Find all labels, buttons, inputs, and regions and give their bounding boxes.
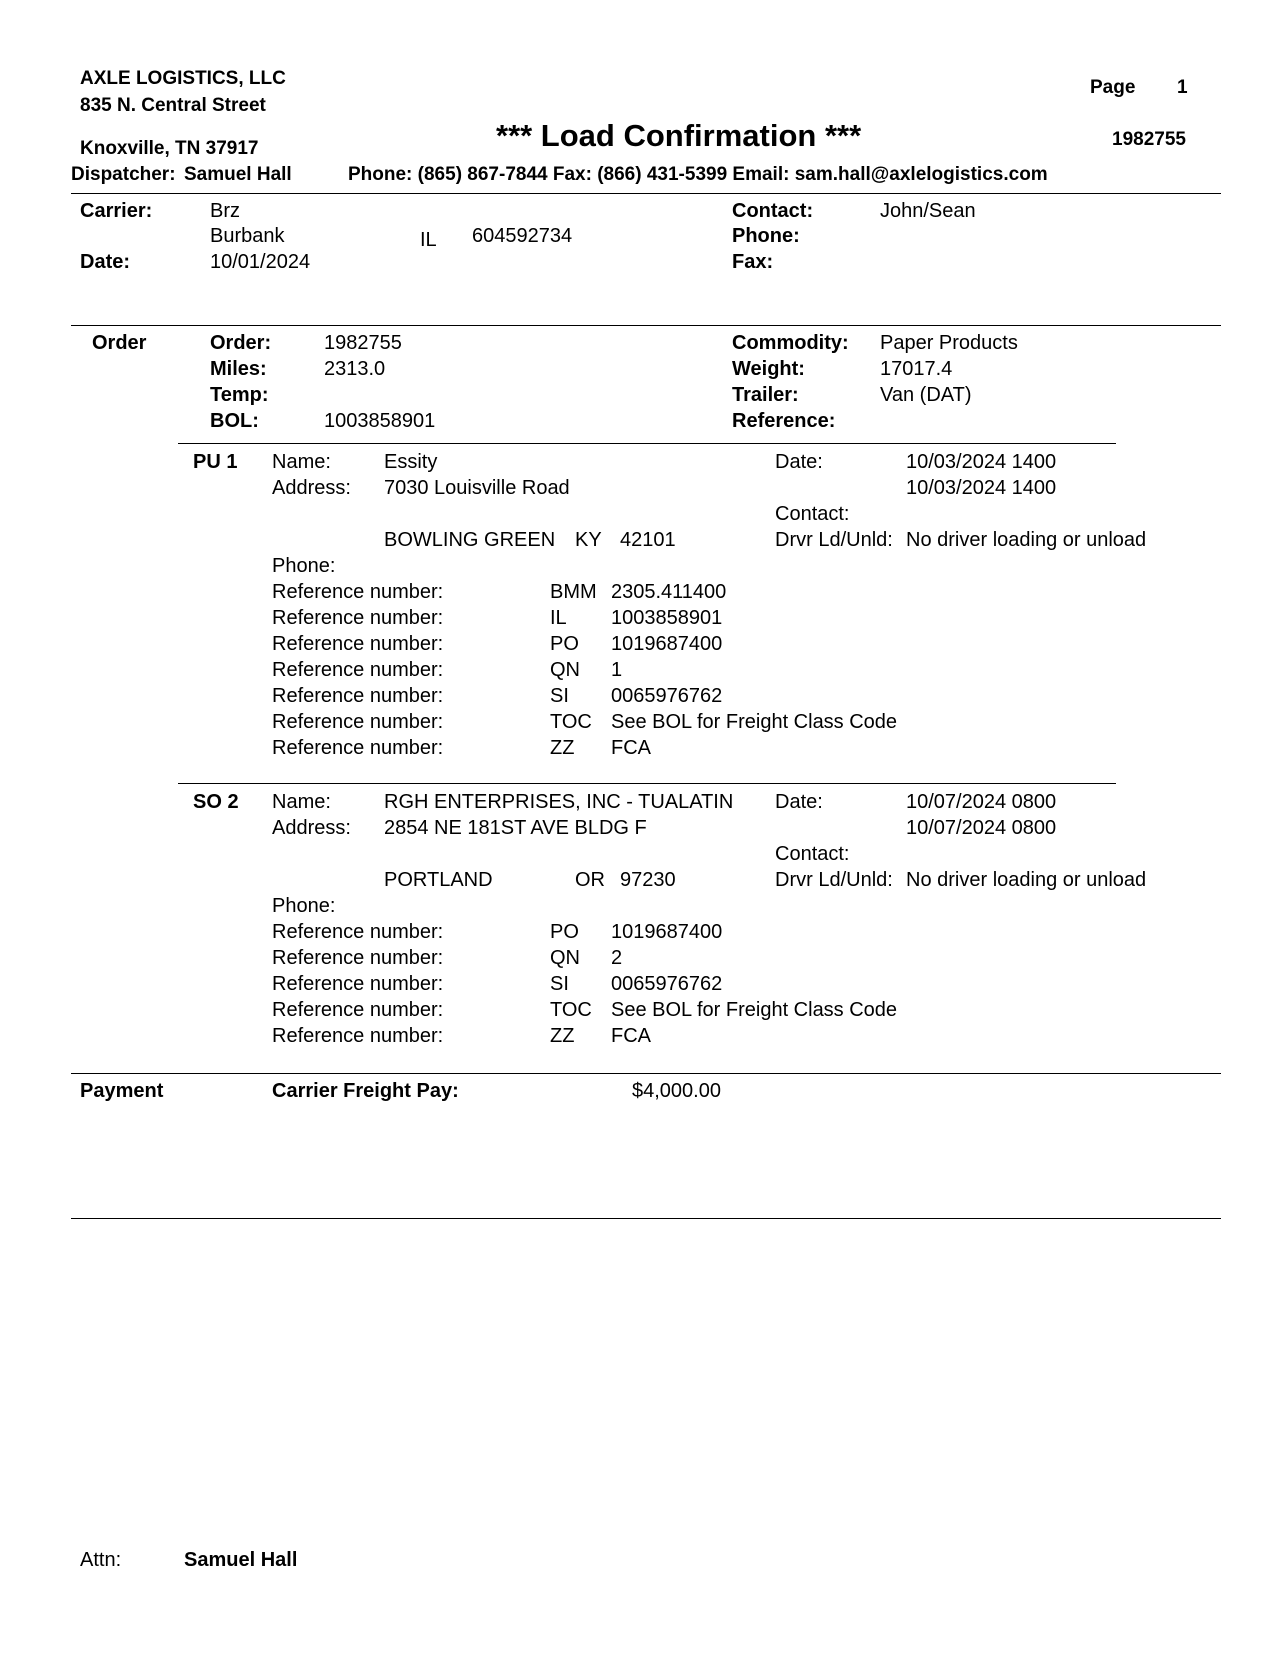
stop-name: Essity (384, 451, 438, 473)
carrier-name: Brz (210, 200, 240, 222)
miles-value: 2313.0 (324, 358, 386, 380)
dispatcher-label: Dispatcher: (71, 164, 176, 185)
page-label: Page (1090, 77, 1136, 98)
ref-value: 1003858901 (611, 607, 723, 629)
carrier-divider (71, 325, 1221, 326)
stop-divider (178, 783, 1116, 784)
carrier-contact: John/Sean (880, 200, 976, 222)
carrier-phone-label: Phone: (732, 225, 800, 247)
ref-label: Reference number: (272, 1025, 444, 1047)
ref-value: 2 (611, 947, 623, 969)
weight-label: Weight: (732, 358, 805, 380)
ref-label: Reference number: (272, 685, 444, 707)
stop-drvr-value: No driver loading or unload (906, 869, 1147, 891)
ref-label: Reference number: (272, 947, 444, 969)
company-city: Knoxville, TN 37917 (80, 138, 259, 159)
stop-date-end: 10/07/2024 0800 (906, 817, 1057, 839)
ref-type: PO (550, 633, 579, 655)
attn-label: Attn: (80, 1549, 122, 1571)
ref-label: Reference number: (272, 607, 444, 629)
carrier-date: 10/01/2024 (210, 251, 311, 273)
stop-date-start: 10/07/2024 0800 (906, 791, 1057, 813)
stop-code: SO 2 (193, 791, 239, 813)
stop-date-start: 10/03/2024 1400 (906, 451, 1057, 473)
company-street: 835 N. Central Street (80, 95, 266, 116)
carrier-contact-label: Contact: (732, 200, 814, 222)
miles-label: Miles: (210, 358, 267, 380)
dispatcher-name: Samuel Hall (184, 164, 292, 185)
stop-contact-label: Contact: (775, 843, 850, 865)
company-name: AXLE LOGISTICS, LLC (80, 68, 286, 89)
stop-state: KY (575, 529, 602, 551)
stop-address: 2854 NE 181ST AVE BLDG F (384, 817, 647, 839)
ref-value: 1 (611, 659, 623, 681)
payment-bottom-divider (71, 1218, 1221, 1219)
ref-type: IL (550, 607, 567, 629)
ref-type: TOC (550, 999, 592, 1021)
stop-phone-label: Phone: (272, 895, 336, 917)
order-section-label: Order (92, 332, 147, 354)
bol-label: BOL: (210, 410, 259, 432)
payment-section-label: Payment (80, 1080, 164, 1102)
stop-drvr-value: No driver loading or unload (906, 529, 1147, 551)
page-title: *** Load Confirmation *** (496, 118, 862, 153)
carrier-zip: 604592734 (472, 225, 573, 247)
trailer-value: Van (DAT) (880, 384, 972, 406)
stop-address-label: Address: (272, 477, 351, 499)
stop-code: PU 1 (193, 451, 238, 473)
ref-label: Reference number: (272, 737, 444, 759)
ref-label: Reference number: (272, 999, 444, 1021)
attn-name: Samuel Hall (184, 1549, 298, 1571)
dispatcher-contact-line: Phone: (865) 867-7844 Fax: (866) 431-5399 Email: sam.hall@axlelogistics.com (348, 164, 1048, 185)
payment-divider (71, 1073, 1221, 1074)
ref-value: See BOL for Freight Class Code (611, 999, 898, 1021)
ref-label: Reference number: (272, 711, 444, 733)
weight-value: 17017.4 (880, 358, 953, 380)
ref-label: Reference number: (272, 659, 444, 681)
ref-type: BMM (550, 581, 597, 603)
stop-zip: 42101 (620, 529, 676, 551)
ref-label: Reference number: (272, 921, 444, 943)
stop-date-label: Date: (775, 451, 823, 473)
ref-value: 0065976762 (611, 685, 723, 707)
ref-type: QN (550, 947, 580, 969)
bol-value: 1003858901 (324, 410, 436, 432)
carrier-date-label: Date: (80, 251, 131, 273)
stop-phone-label: Phone: (272, 555, 336, 577)
ref-type: SI (550, 973, 569, 995)
stop-address: 7030 Louisville Road (384, 477, 570, 499)
stop-name-label: Name: (272, 791, 331, 813)
ref-type: TOC (550, 711, 592, 733)
freight-pay-amount: $4,000.00 (632, 1080, 721, 1102)
carrier-fax-label: Fax: (732, 251, 774, 273)
order-number: 1982755 (324, 332, 402, 354)
ref-type: QN (550, 659, 580, 681)
freight-pay-label: Carrier Freight Pay: (272, 1080, 459, 1102)
stop-address-label: Address: (272, 817, 351, 839)
ref-type: ZZ (550, 737, 575, 759)
ref-label: Reference number: (272, 973, 444, 995)
carrier-city: Burbank (210, 225, 285, 247)
stop-city: PORTLAND (384, 869, 493, 891)
stop-name-label: Name: (272, 451, 331, 473)
ref-type: PO (550, 921, 579, 943)
ref-type: SI (550, 685, 569, 707)
ref-value: FCA (611, 1025, 651, 1047)
ref-value: 1019687400 (611, 633, 723, 655)
stop-date-end: 10/03/2024 1400 (906, 477, 1057, 499)
stop-state: OR (575, 869, 605, 891)
order-label: Order: (210, 332, 272, 354)
page-number: 1 (1177, 77, 1188, 98)
commodity-label: Commodity: (732, 332, 849, 354)
ref-label: Reference number: (272, 581, 444, 603)
trailer-label: Trailer: (732, 384, 799, 406)
ref-value: 0065976762 (611, 973, 723, 995)
temp-label: Temp: (210, 384, 269, 406)
stop-contact-label: Contact: (775, 503, 850, 525)
stop-drvr-label: Drvr Ld/Unld: (775, 869, 893, 891)
ref-label: Reference number: (272, 633, 444, 655)
commodity-value: Paper Products (880, 332, 1018, 354)
ref-value: See BOL for Freight Class Code (611, 711, 898, 733)
stop-drvr-label: Drvr Ld/Unld: (775, 529, 893, 551)
carrier-state: IL (420, 229, 437, 251)
ref-type: ZZ (550, 1025, 575, 1047)
ref-value: 2305.411400 (611, 581, 727, 603)
load-number: 1982755 (1112, 129, 1186, 150)
ref-value: 1019687400 (611, 921, 723, 943)
stop-date-label: Date: (775, 791, 823, 813)
stop-zip: 97230 (620, 869, 676, 891)
header-divider (71, 193, 1221, 194)
reference-label: Reference: (732, 410, 836, 432)
order-divider (178, 443, 1116, 444)
stop-city: BOWLING GREEN (384, 529, 556, 551)
stop-name: RGH ENTERPRISES, INC - TUALATIN (384, 791, 734, 813)
ref-value: FCA (611, 737, 651, 759)
carrier-label: Carrier: (80, 200, 153, 222)
